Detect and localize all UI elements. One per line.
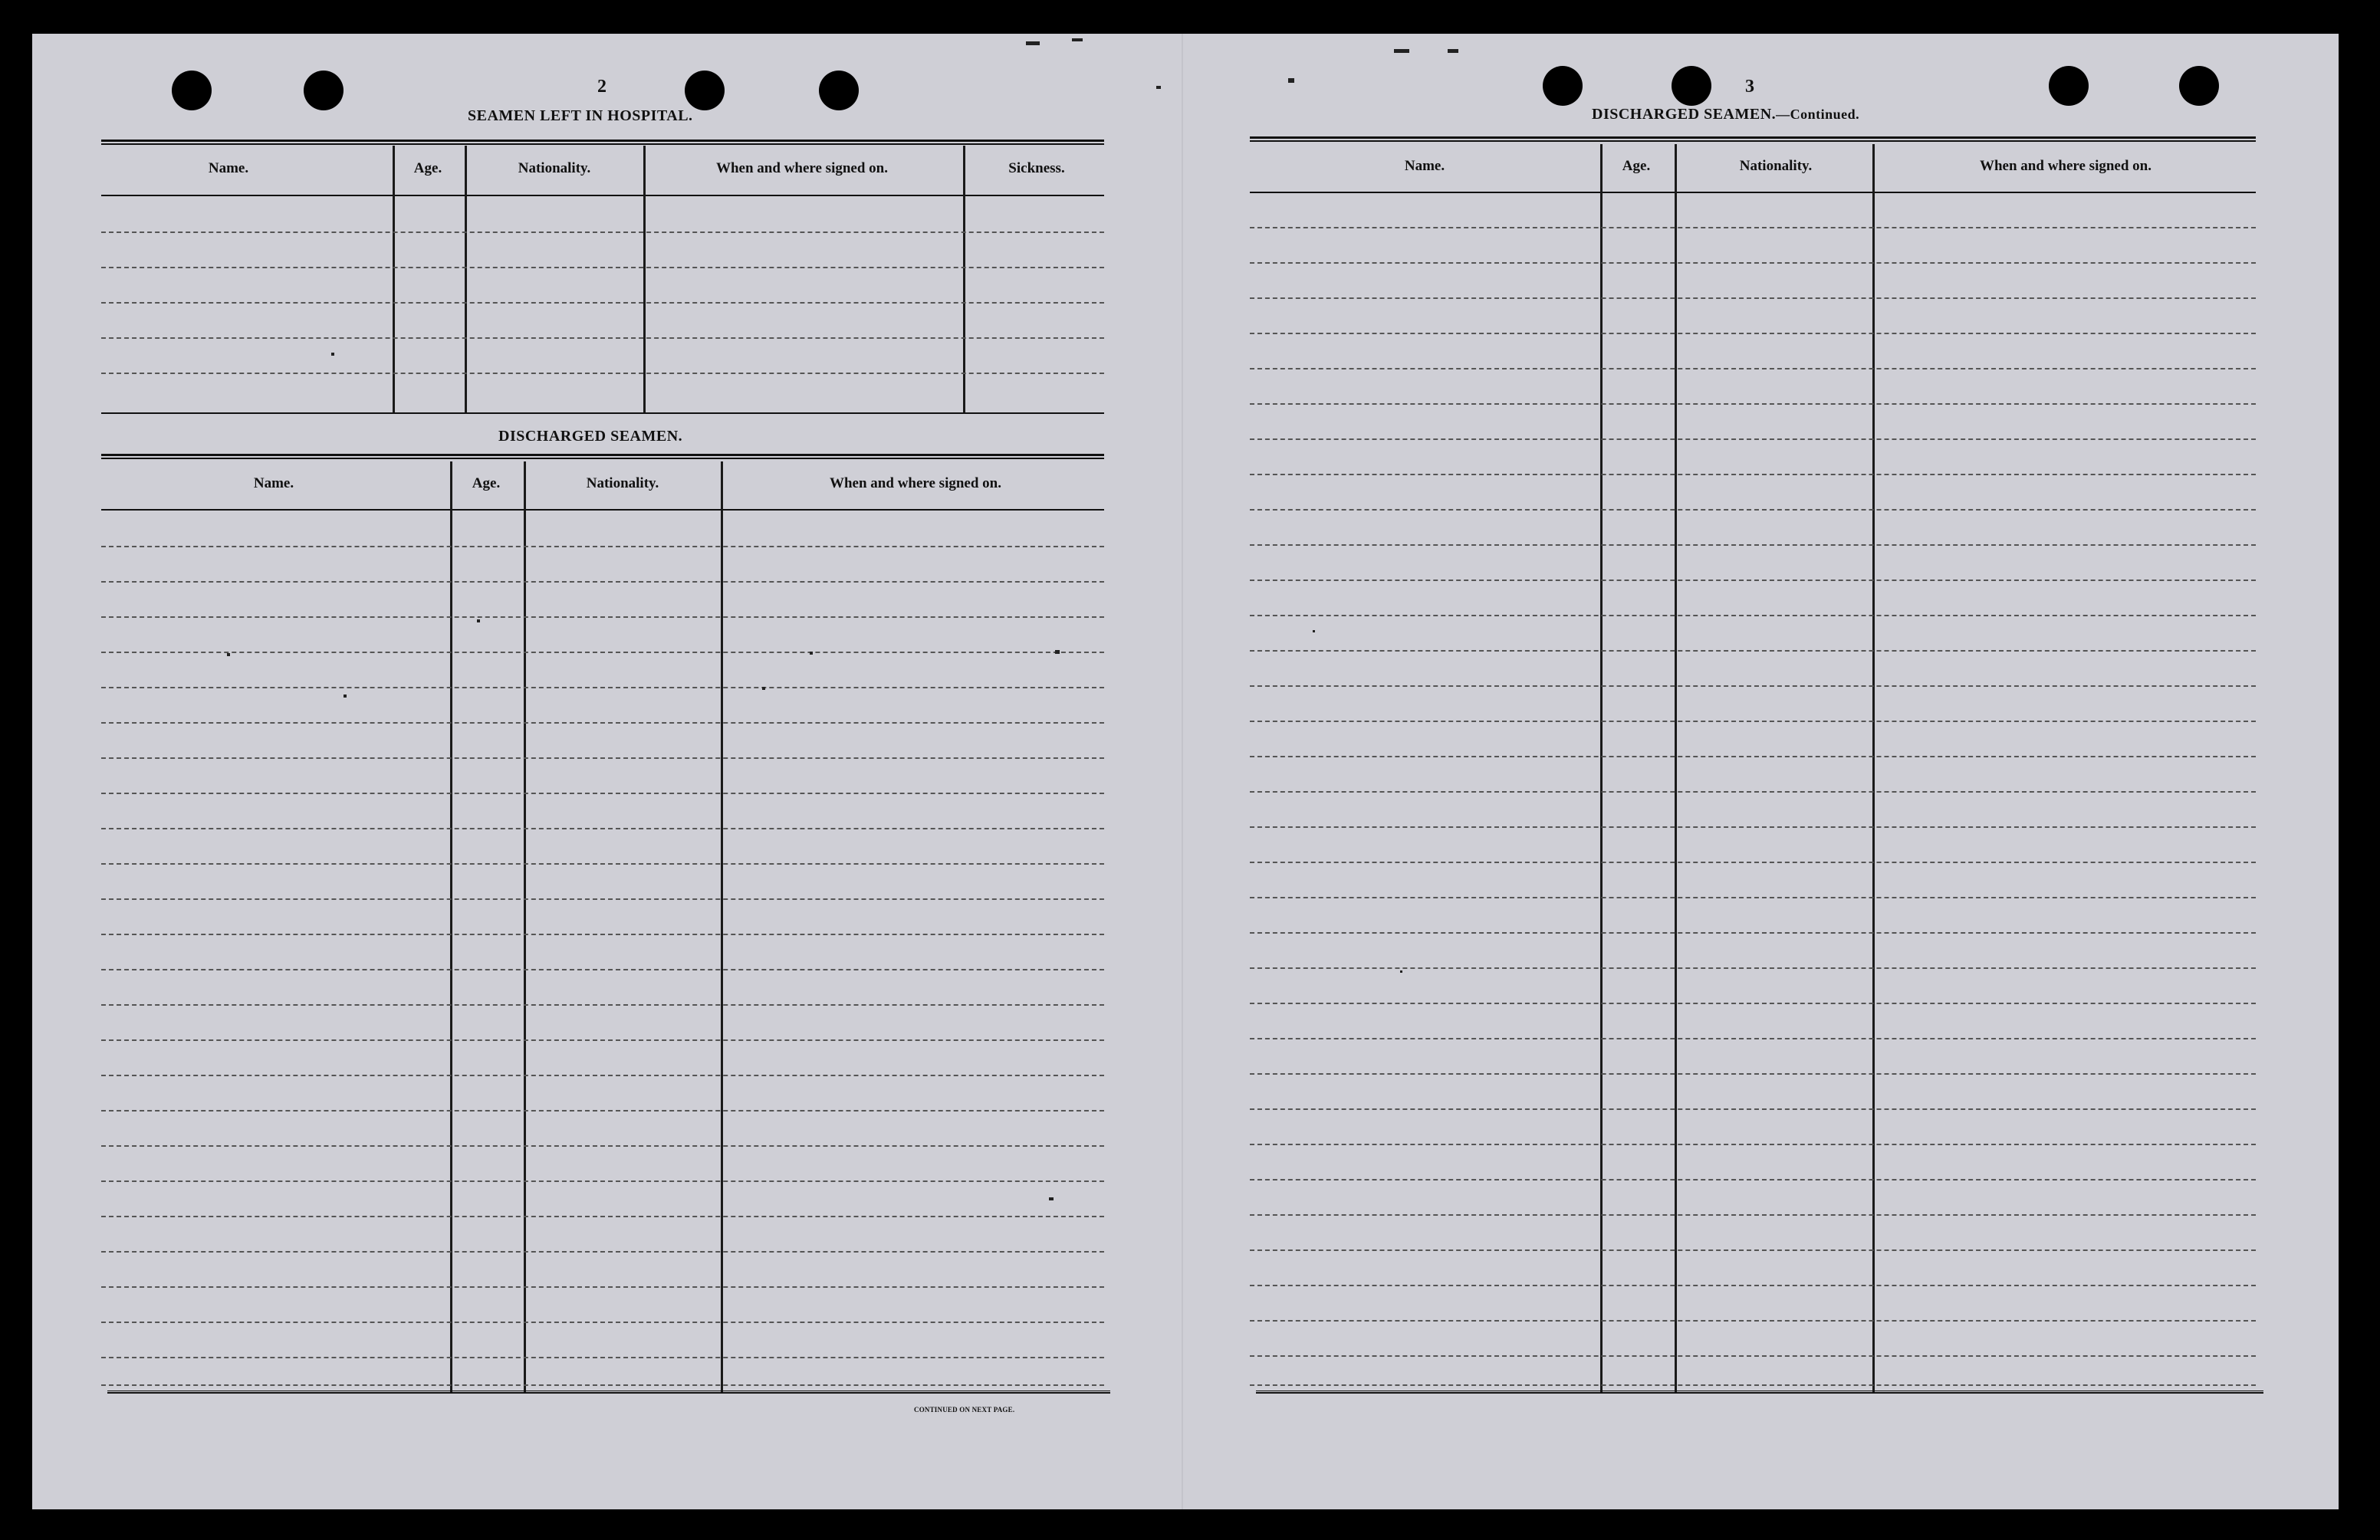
discharged-entry-line (101, 1384, 1104, 1386)
right-entry-line (1250, 756, 2256, 757)
scan-speck (1049, 1197, 1054, 1200)
discharged-table-top-rule (101, 454, 1104, 459)
discharged-col-name: Name. (253, 475, 294, 491)
right-entry-line (1250, 1355, 2256, 1357)
hospital-entry-line (101, 231, 1104, 233)
hospital-entry-line (101, 302, 1104, 304)
right-col-signed-on: When and where signed on. (1979, 158, 2152, 174)
scan-speck (227, 653, 230, 656)
discharged-col-divider (721, 461, 723, 1394)
right-table-top-rule (1250, 136, 2256, 142)
punch-hole (1543, 66, 1583, 106)
hospital-col-signed-on: When and where signed on. (715, 160, 889, 176)
discharged-col-age: Age. (472, 475, 501, 491)
right-entry-line (1250, 262, 2256, 264)
discharged-entry-line (101, 1145, 1104, 1147)
right-entry-line (1250, 474, 2256, 475)
punch-hole (304, 71, 344, 110)
discharged-entry-line (101, 898, 1104, 900)
punch-hole (819, 71, 859, 110)
right-entry-line (1250, 1179, 2256, 1180)
hospital-entry-line (101, 267, 1104, 268)
discharged-entry-line (101, 1251, 1104, 1253)
right-entry-line (1250, 862, 2256, 863)
punch-hole (172, 71, 212, 110)
right-entry-line (1250, 368, 2256, 369)
scan-speck (1448, 49, 1458, 53)
scan-speck (331, 353, 334, 356)
right-entry-line (1250, 897, 2256, 898)
continued-footer: CONTINUED ON NEXT PAGE. (914, 1406, 1015, 1414)
right-entry-line (1250, 932, 2256, 934)
right-entry-line (1250, 1214, 2256, 1216)
scan-speck (1313, 630, 1315, 632)
discharged-entry-line (101, 687, 1104, 688)
discharged-entry-line (101, 969, 1104, 970)
right-header-rule (1250, 192, 2256, 193)
hospital-table-top-rule (101, 140, 1104, 145)
discharged-col-divider (524, 461, 526, 1394)
discharged-entry-line (101, 1180, 1104, 1182)
discharged-entry-line (101, 828, 1104, 829)
right-col-name: Name. (1404, 158, 1445, 174)
right-entry-line (1250, 1320, 2256, 1322)
hospital-col-sickness: Sickness. (1008, 160, 1065, 176)
right-col-divider (1872, 144, 1875, 1394)
right-col-age: Age. (1622, 158, 1651, 174)
discharged-entry-line (101, 1357, 1104, 1358)
ledger-sheet (32, 34, 2339, 1509)
page-number-right: 3 (1745, 77, 1754, 97)
discharged-entry-line (101, 581, 1104, 583)
right-entry-line (1250, 544, 2256, 546)
scan-speck (810, 652, 813, 655)
right-col-nationality: Nationality. (1739, 158, 1813, 174)
right-entry-line (1250, 227, 2256, 228)
discharged-table-bottom-rule (107, 1391, 1110, 1394)
hospital-col-nationality: Nationality. (518, 160, 591, 176)
discharged-col-nationality: Nationality. (586, 475, 659, 491)
scan-speck (344, 694, 347, 698)
discharged-entry-line (101, 1286, 1104, 1288)
right-col-divider (1675, 144, 1677, 1394)
right-entry-line (1250, 1038, 2256, 1039)
right-entry-line (1250, 967, 2256, 969)
right-entry-line (1250, 826, 2256, 828)
discharged-entry-line (101, 793, 1104, 794)
scan-speck (1055, 650, 1060, 654)
discharged-entry-line (101, 616, 1104, 618)
right-entry-line (1250, 615, 2256, 616)
scan-speck (1394, 49, 1409, 53)
right-entry-line (1250, 1384, 2256, 1386)
hospital-entry-line (101, 337, 1104, 339)
scan-speck (1400, 970, 1402, 973)
discharged-header-rule (101, 509, 1104, 511)
hospital-col-age: Age. (413, 160, 442, 176)
right-entry-line (1250, 509, 2256, 511)
scan-speck (1156, 86, 1161, 89)
page-number-left: 2 (597, 77, 607, 97)
right-col-divider (1600, 144, 1603, 1394)
discharged-entry-line (101, 863, 1104, 865)
punch-hole (685, 71, 725, 110)
scan-speck (1072, 38, 1083, 41)
right-entry-line (1250, 297, 2256, 299)
right-entry-line (1250, 1073, 2256, 1075)
right-entry-line (1250, 685, 2256, 687)
discharged-entry-line (101, 1075, 1104, 1076)
discharged-section-title: DISCHARGED SEAMEN. (498, 428, 683, 445)
right-entry-line (1250, 1108, 2256, 1110)
right-entry-line (1250, 333, 2256, 334)
scan-speck (1288, 78, 1294, 83)
discharged-entry-line (101, 546, 1104, 547)
right-section-title (1592, 106, 1859, 123)
right-entry-line (1250, 403, 2256, 405)
page-crease (1182, 34, 1183, 1509)
discharged-entry-line (101, 934, 1104, 935)
right-table-bottom-rule (1256, 1391, 2263, 1394)
discharged-entry-line (101, 1322, 1104, 1323)
punch-hole (2179, 66, 2219, 106)
discharged-col-signed-on: When and where signed on. (829, 475, 1002, 491)
discharged-entry-line (101, 1216, 1104, 1217)
discharged-entry-line (101, 652, 1104, 653)
right-entry-line (1250, 1144, 2256, 1145)
scan-speck (762, 687, 765, 690)
discharged-col-divider (450, 461, 452, 1394)
hospital-table-bottom-rule (101, 412, 1104, 414)
right-entry-line (1250, 1285, 2256, 1286)
hospital-section-title: SEAMEN LEFT IN HOSPITAL. (468, 107, 693, 124)
right-entry-line (1250, 1249, 2256, 1251)
discharged-entry-line (101, 722, 1104, 724)
right-entry-line (1250, 580, 2256, 581)
hospital-entry-line (101, 373, 1104, 374)
discharged-entry-line (101, 1110, 1104, 1111)
discharged-entry-line (101, 1039, 1104, 1041)
scan-speck (1026, 41, 1040, 45)
right-entry-line (1250, 438, 2256, 440)
discharged-entry-line (101, 757, 1104, 759)
hospital-header-rule (101, 195, 1104, 196)
discharged-entry-line (101, 1004, 1104, 1006)
punch-hole (2049, 66, 2089, 106)
right-entry-line (1250, 650, 2256, 652)
right-section-title-suffix: —Continued. (1776, 107, 1860, 122)
hospital-col-name: Name. (208, 160, 249, 176)
punch-hole (1672, 66, 1711, 106)
scan-speck (477, 619, 480, 622)
right-section-title-text: DISCHARGED SEAMEN. (1592, 106, 1777, 123)
right-entry-line (1250, 1003, 2256, 1004)
right-entry-line (1250, 791, 2256, 793)
right-entry-line (1250, 721, 2256, 722)
